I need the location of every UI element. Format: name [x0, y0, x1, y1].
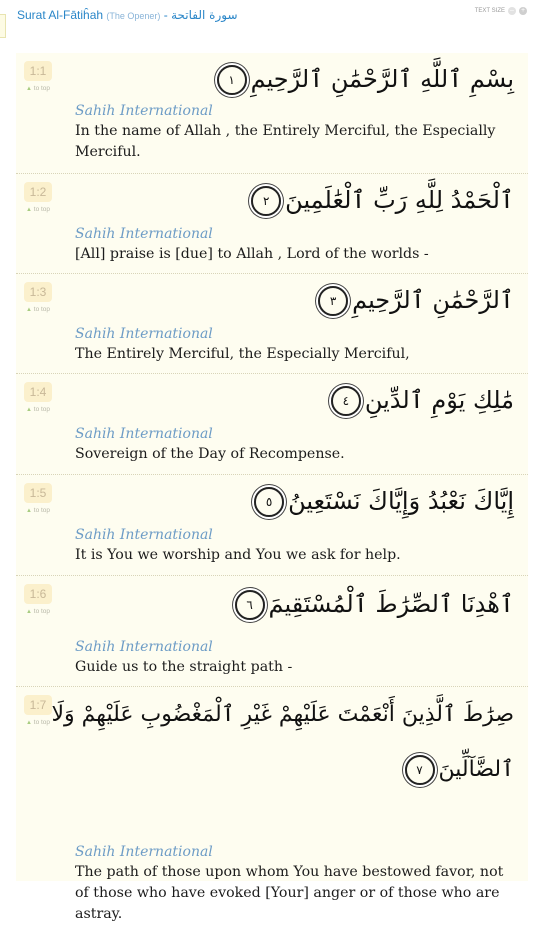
arabic-verse-line-2: ٱلضَّآلِّينَ	[438, 757, 514, 782]
to-top-label: to top	[33, 85, 51, 92]
translation-text: Sovereign of the Day of Recompense.	[75, 446, 345, 462]
text-size-control	[475, 7, 527, 15]
translator-name: Sahih International	[75, 326, 213, 342]
left-panel-tab[interactable]	[0, 14, 6, 38]
to-top-label: to top	[33, 608, 51, 615]
title-separator: -	[163, 8, 168, 22]
arabic-text	[327, 380, 514, 420]
arabic-verse: بِسْمِ ٱللَّهِ ٱلرَّحْمَٰنِ ٱلرَّحِيمِ	[250, 65, 514, 93]
ayah-end-mark-icon: ٣	[318, 286, 348, 316]
up-arrow-icon: ▲	[26, 207, 32, 213]
arabic-text-line-2	[401, 750, 514, 790]
arabic-text	[52, 695, 515, 735]
to-top-link[interactable]	[26, 306, 50, 313]
surah-title	[17, 8, 238, 22]
ayah-end-mark-icon: ٥	[254, 487, 284, 517]
to-top-link[interactable]	[26, 719, 50, 726]
verse-number[interactable]: 1:3	[24, 282, 52, 302]
arabic-text	[314, 280, 514, 320]
up-arrow-icon: ▲	[26, 609, 32, 615]
ayah-end-mark-icon: ٧	[405, 755, 435, 785]
verse-1-3	[16, 274, 528, 374]
up-arrow-icon: ▲	[26, 86, 32, 92]
verse-number[interactable]: 1:6	[24, 584, 52, 604]
ayah-end-mark-icon: ٦	[235, 590, 265, 620]
up-arrow-icon: ▲	[26, 508, 32, 514]
arabic-text	[247, 180, 514, 220]
arabic-verse: مَٰلِكِ يَوْمِ ٱلدِّينِ	[364, 386, 514, 414]
verse-number[interactable]: 1:5	[24, 483, 52, 503]
to-top-link[interactable]	[26, 608, 50, 615]
text-size-label: TEXT SIZE	[474, 8, 505, 14]
to-top-label: to top	[33, 206, 51, 213]
to-top-link[interactable]	[26, 206, 50, 213]
surah-subtitle: (The Opener)	[106, 11, 161, 21]
verse-number[interactable]: 1:4	[24, 382, 52, 402]
arabic-verse: ٱلْحَمْدُ لِلَّهِ رَبِّ ٱلْعَٰلَمِينَ	[285, 186, 514, 214]
verse-number[interactable]: 1:1	[24, 61, 52, 81]
verse-1-7	[16, 687, 528, 922]
surah-header	[17, 6, 537, 28]
to-top-label: to top	[33, 719, 51, 726]
translator-name: Sahih International	[75, 527, 213, 543]
arabic-text	[213, 59, 514, 99]
arabic-text	[231, 584, 514, 624]
translation-text: The Entirely Merciful, the Especially Merciful,	[75, 346, 410, 362]
translation-text: Guide us to the straight path -	[75, 659, 293, 675]
arabic-verse-line-1: صِرَٰطَ ٱلَّذِينَ أَنْعَمْتَ عَلَيْهِمْ غَيْرِ ٱلْمَغْضُوبِ عَلَيْهِمْ وَلَا	[51, 702, 514, 727]
verse-1-4	[16, 374, 528, 475]
translator-name: Sahih International	[75, 226, 213, 242]
to-top-link[interactable]	[26, 406, 50, 413]
arabic-verse: ٱهْدِنَا ٱلصِّرَٰطَ ٱلْمُسْتَقِيمَ	[268, 590, 514, 618]
translation-text: In the name of Allah , the Entirely Merciful, the Especially Merciful.	[75, 123, 496, 160]
verse-1-1	[16, 53, 528, 174]
surah-arabic-title: سورة الفاتحة	[171, 8, 238, 22]
ayah-end-mark-icon: ١	[217, 65, 247, 95]
translator-name: Sahih International	[75, 426, 213, 442]
up-arrow-icon: ▲	[26, 720, 32, 726]
arabic-verse: إِيَّاكَ نَعْبُدُ وَإِيَّاكَ نَسْتَعِينُ	[288, 487, 514, 515]
translator-name: Sahih International	[75, 639, 213, 655]
to-top-label: to top	[33, 507, 51, 514]
arabic-text	[250, 481, 514, 521]
translator-name: Sahih International	[75, 103, 213, 119]
to-top-label: to top	[33, 306, 51, 313]
verse-1-6	[16, 576, 528, 687]
ayah-end-mark-icon: ٢	[251, 186, 281, 216]
to-top-label: to top	[33, 406, 51, 413]
to-top-link[interactable]	[26, 507, 50, 514]
decrease-text-size-button[interactable]: –	[508, 7, 516, 15]
up-arrow-icon: ▲	[26, 307, 32, 313]
ayah-end-mark-icon: ٤	[331, 386, 361, 416]
translation-text: [All] praise is [due] to Allah , Lord of the worlds -	[75, 246, 429, 262]
arabic-verse: ٱلرَّحْمَٰنِ ٱلرَّحِيمِ	[352, 286, 514, 314]
surah-name: Surat Al-Fātiĥah	[17, 8, 104, 22]
to-top-link[interactable]	[26, 85, 50, 92]
verse-number[interactable]: 1:7	[24, 695, 52, 715]
translation-text: The path of those upon whom You have bestowed favor, not of those who have evoked [Your] anger or of those who are astray.	[75, 864, 504, 922]
translation-text: It is You we worship and You we ask for help.	[75, 547, 401, 563]
increase-text-size-button[interactable]: +	[520, 7, 526, 14]
verse-number[interactable]: 1:2	[24, 182, 52, 202]
verse-1-2	[16, 174, 528, 274]
translator-name: Sahih International	[75, 844, 213, 860]
up-arrow-icon: ▲	[26, 407, 32, 413]
verse-1-5	[16, 475, 528, 576]
